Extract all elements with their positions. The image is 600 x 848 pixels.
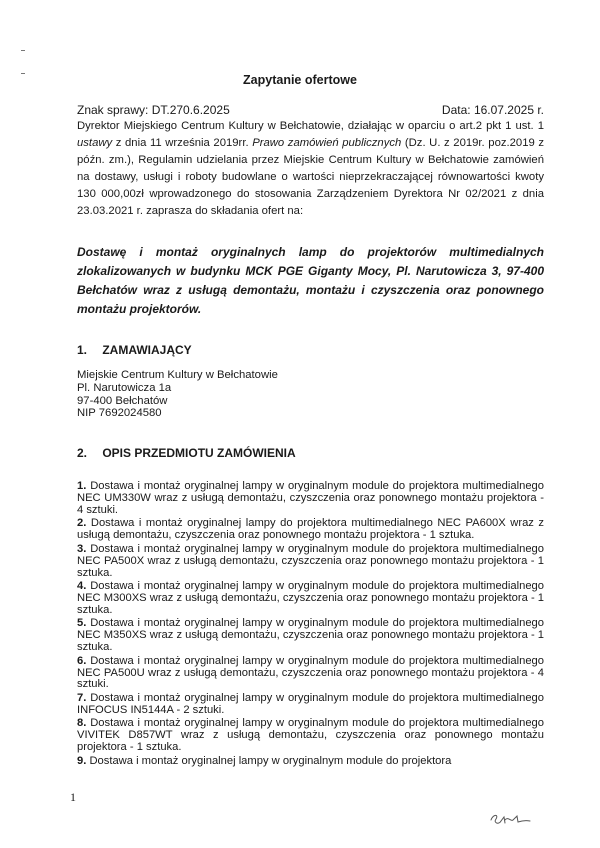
- margin-mark: [21, 50, 25, 51]
- item-text: Dostawa i montaż oryginalnej lampy w oryginalnym module do projektora multimedialnego NEC M300XS wraz z usługą demontażu, czyszczenia oraz ponownego montażu projektora - 1 sztuka.: [77, 580, 545, 616]
- intro-italic: Prawo zamówień publicznych: [252, 137, 402, 149]
- section-title: ZAMAWIAJĄCY: [102, 343, 192, 357]
- orderer-name: Miejskie Centrum Kultury w Bełchatowie: [77, 369, 278, 381]
- section-heading-description: [77, 446, 296, 460]
- item-text: Dostawa i montaż oryginalnej lampy do projektora multimedialnego NEC PA600X wraz z usługą demontażu, czyszczenia oraz ponownego montażu projektora - 1 sztuka.: [77, 517, 544, 542]
- order-subject: Dostawę i montaż oryginalnych lamp do projektorów multimedialnych zlokalizowanych w budynku MCK PGE Giganty Mocy, Pl. Narutowicza 3, 97-400 Bełchatów wraz z usługą demontażu, montażu i czyszczenia oraz ponownego montażu projektorów.: [77, 245, 544, 316]
- item-text: Dostawa i montaż oryginalnej lampy w oryginalnym module do projektora multimedialnego NEC M350XS wraz z usługą demontażu, czyszczenia oraz ponownego montażu projektora - 1 sztuka.: [77, 617, 545, 654]
- orderer-address: [77, 369, 278, 420]
- item-number: 6.: [77, 654, 87, 667]
- item-number: 4.: [77, 580, 87, 593]
- section-number: 1.: [77, 343, 88, 357]
- list-item: [77, 618, 544, 654]
- item-text: Dostawa i montaż oryginalnej lampy w oryginalnym module do projektora multimedialnego NEC PA500U wraz z usługą demontażu, czyszczenia oraz ponownego montażu projektora - 4 sztuki.: [77, 654, 544, 691]
- item-number: 2.: [77, 517, 87, 530]
- intro-paragraph: [77, 118, 544, 220]
- item-text: Dostawa i montaż oryginalnej lampy w oryginalnym module do projektora multimedialnego NEC UM330W wraz z usługą demontażu, czyszczenia oraz ponownego montażu projektora - 4 sztuki.: [77, 480, 544, 516]
- item-text: Dostawa i montaż oryginalnej lampy w oryginalnym module do projektora multimedialnego INFOCUS IN5144A - 2 sztuki.: [77, 691, 544, 716]
- section-title: OPIS PRZEDMIOTU ZAMÓWIENIA: [102, 446, 296, 460]
- reference-row: [77, 103, 544, 117]
- document-title: Zapytanie ofertowe: [243, 73, 357, 87]
- item-list: [77, 481, 544, 769]
- list-item: [77, 756, 544, 768]
- list-item: [77, 693, 544, 717]
- item-number: 5.: [77, 617, 87, 630]
- item-number: 1.: [77, 480, 87, 492]
- intro-text: (Dz. U. z 2019r. poz.2019 z późn. zm.), Regulamin udzielania przez Miejskie Centrum Kultury w Bełchatowie zamówień na dostawy, usługi i roboty budowlane o wartości nieprzekraczającej równowartości kwoty 130 000,00zł wprowadzonego do stosowania Zarządzeniem Dyrektora Nr 02/2021 z dnia 23.03.2021 r. zaprasza do składania ofert na:: [77, 137, 545, 217]
- orderer-street: Pl. Narutowicza 1a: [77, 381, 172, 394]
- orderer-nip: NIP 7692024580: [77, 407, 162, 420]
- handwritten-signature: [487, 808, 535, 828]
- list-item: [77, 581, 544, 617]
- document-date: Data: 16.07.2025 r.: [441, 103, 544, 117]
- section-heading-orderer: [77, 343, 192, 357]
- case-reference: Znak sprawy: DT.270.6.2025: [77, 103, 230, 117]
- item-text: Dostawa i montaż oryginalnej lampy w oryginalnym module do projektora multimedialnego NEC PA500X wraz z usługą demontażu, czyszczenia oraz ponownego montażu projektora - 1 sztuka.: [77, 542, 544, 579]
- item-number: 3.: [77, 542, 87, 555]
- item-number: 7.: [77, 691, 87, 704]
- intro-text: Dyrektor Miejskiego Centrum Kultury w Bełchatowie, działając w oparciu o art.2 pkt 1 ust. 1: [77, 120, 544, 132]
- orderer-city: 97-400 Bełchatów: [77, 394, 168, 407]
- item-number: 9.: [77, 754, 87, 767]
- list-item: [77, 656, 544, 692]
- item-text: Dostawa i montaż oryginalnej lampy w oryginalnym module do projektora: [89, 754, 452, 767]
- list-item: [77, 518, 544, 542]
- intro-text: z dnia 11 września 2019rr.: [112, 137, 253, 149]
- section-number: 2.: [77, 446, 88, 460]
- intro-italic: ustawy: [77, 137, 113, 149]
- list-item: [77, 481, 544, 517]
- list-item: [77, 718, 544, 754]
- page-number: 1: [70, 790, 76, 804]
- list-item: [77, 544, 544, 580]
- item-text: Dostawa i montaż oryginalnej lampy w oryginalnym module do projektora multimedialnego VIVITEK D857WT wraz z usługą demontażu, czyszczenia oraz ponownego montażu projektora - 1 sztuka.: [77, 717, 544, 754]
- item-number: 8.: [77, 717, 87, 730]
